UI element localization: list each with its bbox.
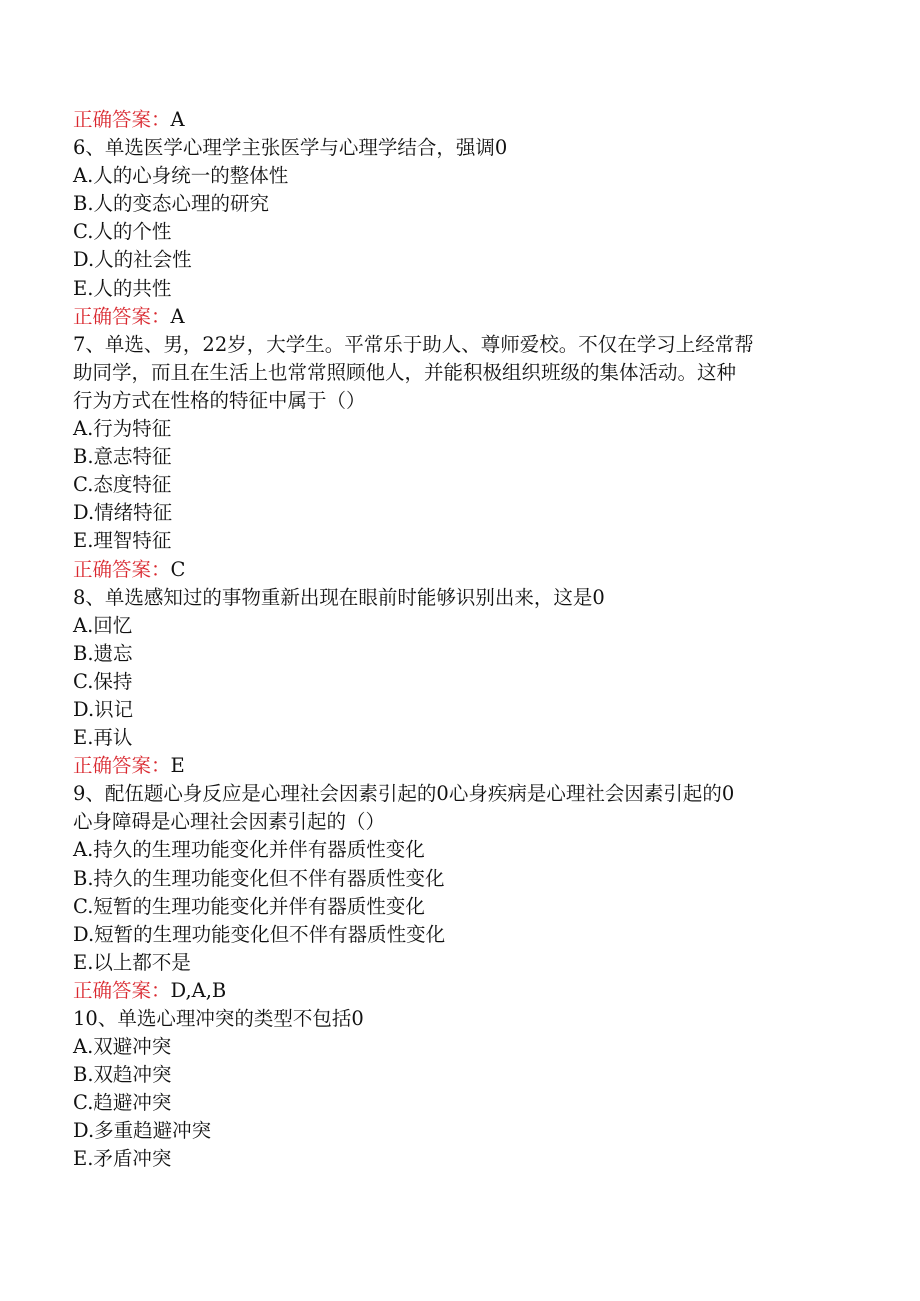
question-stem: 8、单选感知过的事物重新出现在眼前时能够识别出来，这是0 [73, 585, 605, 609]
answer-line [73, 556, 843, 584]
option-c: C.趋避冲突 [73, 1091, 172, 1115]
answer-line [73, 106, 843, 134]
option-a: A.持久的生理功能变化并伴有器质性变化 [73, 838, 425, 862]
option-b: B.人的变态心理的研究 [73, 192, 270, 216]
answer-value: A [170, 304, 185, 328]
option-a: A.行为特征 [73, 417, 172, 441]
answer-value: A [170, 108, 185, 131]
answer-label: 正确答案： [73, 108, 171, 131]
option-b: B.双趋冲突 [73, 1063, 172, 1087]
answer-label: 正确答案： [73, 557, 171, 581]
option-d: D.识记 [73, 697, 134, 721]
question-list [73, 106, 843, 1174]
answer-line [73, 977, 843, 1005]
option-e: E.理智特征 [73, 529, 172, 553]
option-b: B.意志特征 [73, 445, 172, 469]
option-a: A.人的心身统一的整体性 [73, 164, 289, 188]
question-stem-continued: 心身障碍是心理社会因素引起的（） [73, 810, 386, 834]
option-c: C.人的个性 [73, 220, 172, 244]
question-stem: 10、单选心理冲突的类型不包括0 [73, 1007, 364, 1030]
answer-value: C [170, 557, 186, 581]
question-stem: 6、单选医学心理学主张医学与心理学结合，强调0 [73, 136, 508, 160]
option-c: C.短暂的生理功能变化并伴有器质性变化 [73, 894, 425, 918]
question-stem-continued: 行为方式在性格的特征中属于（） [73, 388, 366, 412]
option-d: D.短暂的生理功能变化但不伴有器质性变化 [73, 922, 446, 946]
option-e: E.以上都不是 [73, 950, 191, 974]
option-e: E.再认 [73, 726, 133, 750]
option-a: A.双避冲突 [73, 1035, 172, 1059]
answer-label: 正确答案： [73, 304, 171, 328]
answer-value: D,A,B [170, 978, 227, 1002]
option-d: D.情绪特征 [73, 501, 173, 525]
option-a: A.回忆 [73, 613, 133, 637]
option-b: B.持久的生理功能变化但不伴有器质性变化 [73, 866, 445, 890]
answer-line [73, 752, 843, 780]
option-e: E.人的共性 [73, 276, 172, 300]
answer-line [73, 303, 843, 331]
question-stem: 9、配伍题心身反应是心理社会因素引起的0心身疾病是心理社会因素引起的0 [73, 782, 735, 806]
option-b: B.遗忘 [73, 641, 133, 665]
option-e: E.矛盾冲突 [73, 1147, 172, 1171]
answer-label: 正确答案： [73, 754, 171, 778]
answer-label: 正确答案： [73, 978, 171, 1002]
question-stem: 7、单选、男，22岁，大学生。平常乐于助人、尊师爱校。不仅在学习上经常帮 [73, 332, 754, 356]
answer-value: E [170, 754, 185, 778]
option-d: D.人的社会性 [73, 248, 192, 272]
question-stem-continued: 助同学，而且在生活上也常常照顾他人，并能积极组织班级的集体活动。这种 [73, 360, 737, 384]
option-c: C.态度特征 [73, 473, 172, 497]
option-d: D.多重趋避冲突 [73, 1119, 212, 1143]
option-c: C.保持 [73, 669, 133, 693]
